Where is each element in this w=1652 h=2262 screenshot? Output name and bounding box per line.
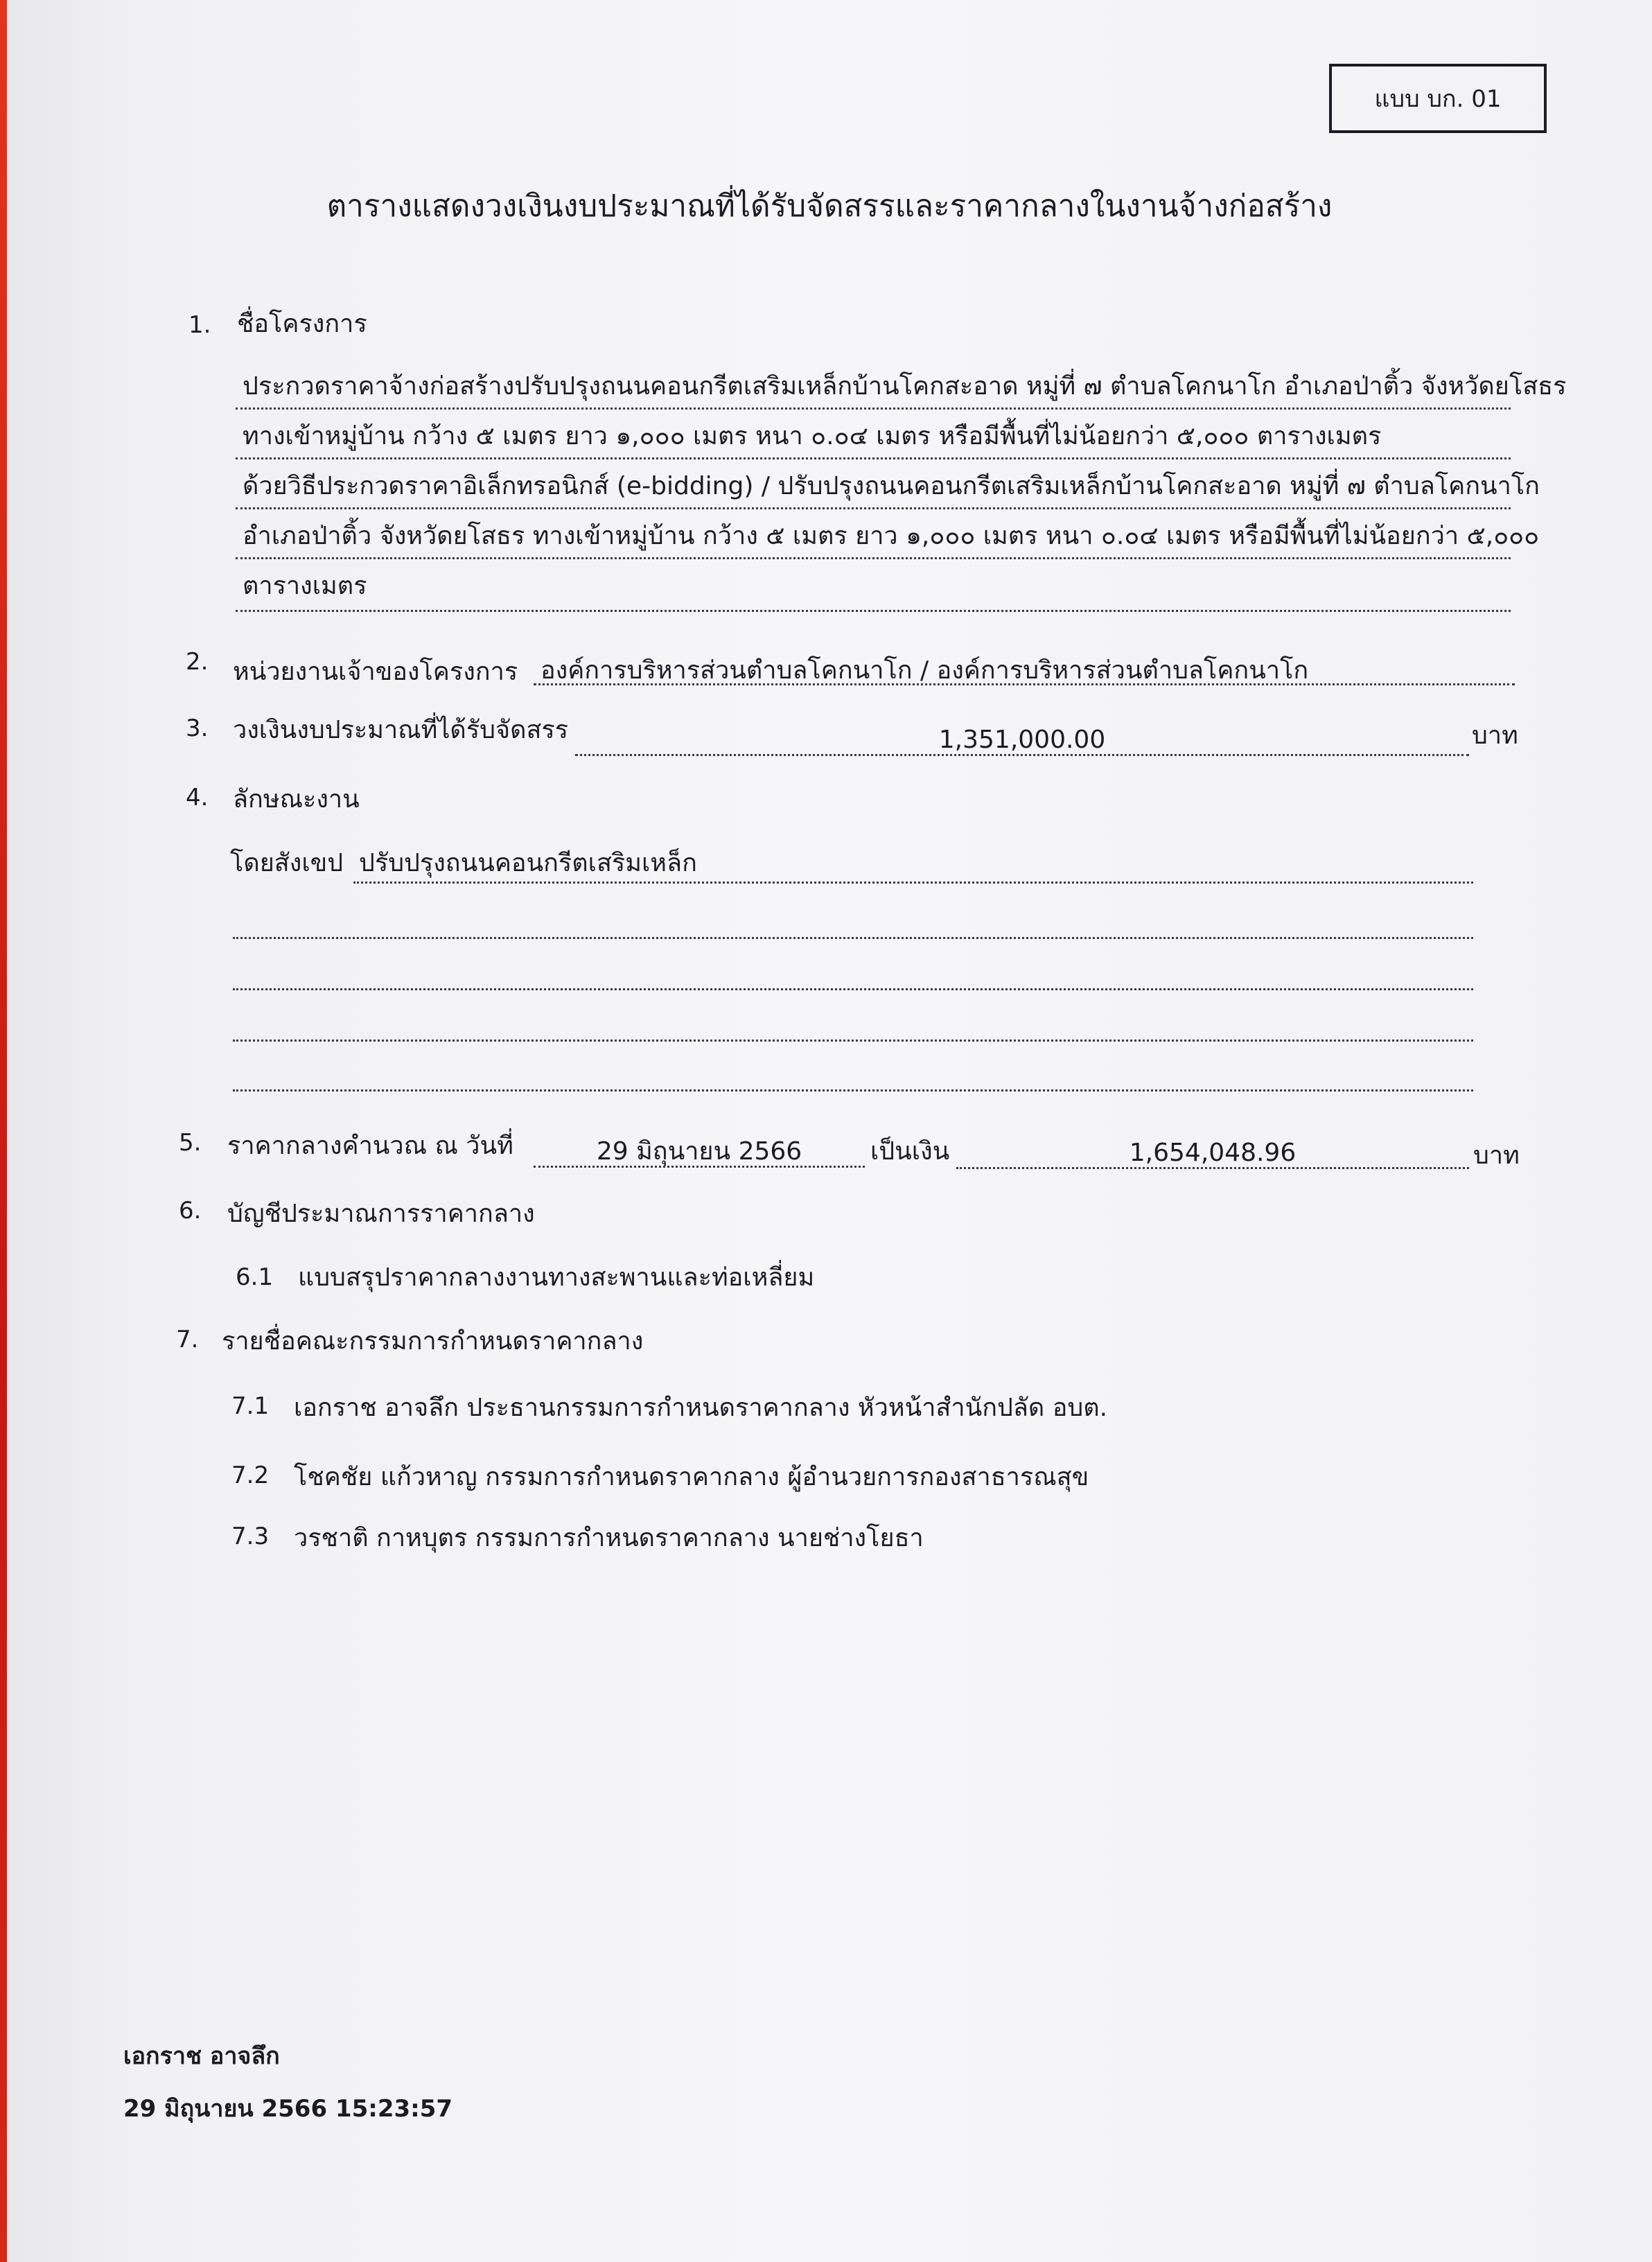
- item-7-2-number: 7.2: [231, 1462, 270, 1489]
- section-3-label: วงเงินงบประมาณที่ได้รับจัดสรร: [233, 716, 569, 744]
- item-7-3-text: วรชาติ กาหบุตร กรรมการกำหนดราคากลาง นายช่างโยธา: [294, 1524, 924, 1552]
- item-7-2-text: โชคชัย แก้วหาญ กรรมการกำหนดราคากลาง ผู้อำนวยการกองสาธารณสุข: [294, 1463, 1089, 1491]
- section-5-label: ราคากลางคำนวณ ณ วันที่: [227, 1132, 513, 1160]
- section-5-number: 5.: [179, 1129, 202, 1157]
- median-price-amount-dotline: [956, 1167, 1469, 1169]
- section-3-number: 3.: [186, 714, 209, 742]
- item-7-3-number: 7.3: [231, 1523, 270, 1550]
- budget-dotline: [575, 754, 1469, 756]
- section-7-label: รายชื่อคณะกรรมการกำหนดราคากลาง: [222, 1327, 644, 1356]
- section-1-label: ชื่อโครงการ: [237, 310, 367, 338]
- median-price-date-dotline: [534, 1166, 865, 1168]
- section-2-number: 2.: [186, 648, 209, 676]
- project-name-dotline-5: [236, 610, 1511, 612]
- project-name-dotline-1: [236, 407, 1511, 410]
- project-name-dotline-2: [236, 457, 1511, 459]
- project-name-line-4: อำเภอป่าติ้ว จังหวัดยโสธร ทางเข้าหมู่บ้าน กว้าง ๕ เมตร ยาว ๑,๐๐๐ เมตร หนา ๐.๐๔ เมตร หรือมีพื้นที่ไม่น้อยกว่า ๕,๐๐๐: [243, 522, 1540, 550]
- budget-value: 1,351,000.00: [938, 726, 1106, 754]
- section-1-number: 1.: [188, 311, 211, 339]
- project-owner-dotline: [534, 683, 1515, 685]
- project-name-dotline-3: [236, 507, 1511, 509]
- median-price-amount-label: เป็นเงิน: [870, 1137, 950, 1166]
- footer-timestamp: 29 มิถุนายน 2566 15:23:57: [123, 2095, 453, 2123]
- document-page: [7, 0, 1652, 2262]
- section-7-number: 7.: [176, 1326, 199, 1353]
- item-7-1-text: เอกราช อาจลึก ประธานกรรมการกำหนดราคากลาง หัวหน้าสำนักปลัด อบต.: [294, 1394, 1108, 1422]
- item-6-1-number: 6.1: [236, 1263, 274, 1291]
- document-title: ตารางแสดงวงเงินงบประมาณที่ได้รับจัดสรรและราคากลางในงานจ้างก่อสร้าง: [326, 188, 1333, 224]
- form-code-box: [1329, 64, 1547, 133]
- project-name-line-2: ทางเข้าหมู่บ้าน กว้าง ๕ เมตร ยาว ๑,๐๐๐ เมตร หนา ๐.๐๔ เมตร หรือมีพื้นที่ไม่น้อยกว่า ๕,๐๐๐ ตารางเมตร: [243, 422, 1382, 450]
- section-2-label: หน่วยงานเจ้าของโครงการ: [233, 658, 518, 686]
- section-4-number: 4.: [186, 784, 209, 812]
- median-price-amount: 1,654,048.96: [1129, 1139, 1297, 1167]
- median-price-unit: บาท: [1473, 1141, 1520, 1170]
- item-6-1-text: แบบสรุปราคากลางงานทางสะพานและท่อเหลี่ยม: [298, 1263, 815, 1292]
- work-summary-dotline-3: [233, 988, 1473, 990]
- work-summary-dotline-4: [233, 1040, 1473, 1042]
- project-name-line-5: ตารางเมตร: [243, 572, 367, 600]
- project-name-dotline-4: [236, 557, 1511, 559]
- budget-unit: บาท: [1472, 721, 1518, 750]
- footer-name: เอกราช อาจลึก: [123, 2042, 280, 2070]
- project-name-line-1: ประกวดราคาจ้างก่อสร้างปรับปรุงถนนคอนกรีตเสริมเหล็กบ้านโคกสะอาด หมู่ที่ ๗ ตำบลโคกนาโก อำเภอป่าติ้ว จังหวัดยโสธร: [243, 372, 1567, 401]
- section-4-label: ลักษณะงาน: [233, 785, 360, 814]
- work-summary-dotline-1: [353, 882, 1473, 884]
- item-7-1-number: 7.1: [231, 1392, 270, 1420]
- section-6-label: บัญชีประมาณการราคากลาง: [227, 1200, 535, 1228]
- project-name-line-3: ด้วยวิธีประกวดราคาอิเล็กทรอนิกส์ (e-bidding) / ปรับปรุงถนนคอนกรีตเสริมเหล็กบ้านโคกสะอาด หมู่ที่ ๗ ตำบลโคกนาโก: [243, 472, 1540, 500]
- work-summary-value: ปรับปรุงถนนคอนกรีตเสริมเหล็ก: [359, 849, 697, 877]
- section-6-number: 6.: [179, 1197, 202, 1225]
- work-summary-label: โดยสังเขป: [230, 849, 344, 877]
- form-code: แบบ บก. 01: [1374, 85, 1502, 113]
- work-summary-dotline-5: [233, 1089, 1473, 1091]
- median-price-date: 29 มิถุนายน 2566: [596, 1137, 802, 1166]
- work-summary-dotline-2: [233, 937, 1473, 939]
- project-owner-value: องค์การบริหารส่วนตำบลโคกนาโก / องค์การบริหารส่วนตำบลโคกนาโก: [541, 656, 1309, 685]
